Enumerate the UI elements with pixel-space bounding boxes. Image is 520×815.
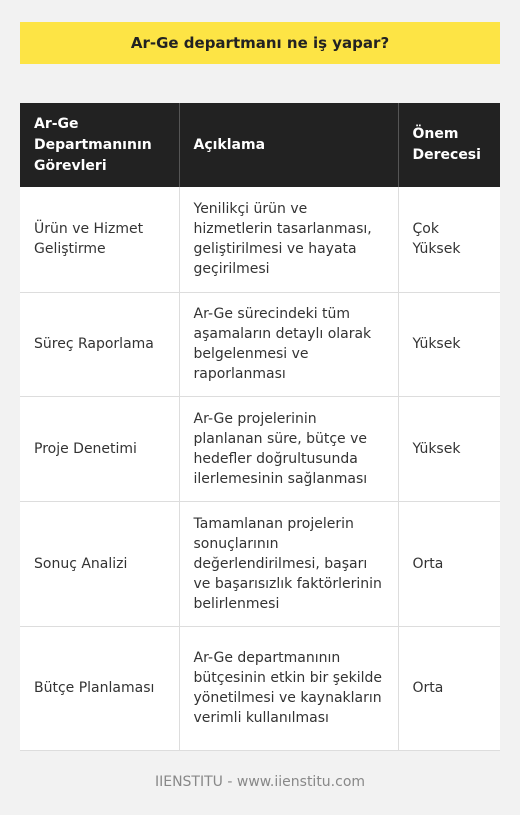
header-tasks: Ar-Ge Departmanının Görevleri xyxy=(20,103,179,187)
description-cell: Ar-Ge sürecindeki tüm aşamaların detaylı olarak belgelenmesi ve raporlanması xyxy=(179,292,398,396)
footer-credit: IIENSTITU - www.iienstitu.com xyxy=(154,774,366,790)
header-description: Açıklama xyxy=(179,103,398,187)
description-cell: Ar-Ge departmanının bütçesinin etkin bir şekilde yönetilmesi ve kaynakların verimli kullanılması xyxy=(179,626,398,750)
description-cell: Ar-Ge projelerinin planlanan süre, bütçe ve hedefler doğrultusunda ilerlemesinin sağlanması xyxy=(179,396,398,501)
tasks-table xyxy=(20,103,500,751)
title-banner xyxy=(20,22,500,64)
description-cell: Yenilikçi ürün ve hizmetlerin tasarlanması, geliştirilmesi ve hayata geçirilmesi xyxy=(179,187,398,292)
task-cell: Sonuç Analizi xyxy=(20,501,179,626)
importance-cell: Yüksek xyxy=(398,396,500,501)
importance-cell: Orta xyxy=(398,626,500,750)
table-row xyxy=(20,292,500,396)
importance-cell: Çok Yüksek xyxy=(398,187,500,292)
header-importance: Önem Derecesi xyxy=(398,103,500,187)
table-header-row xyxy=(20,103,500,187)
task-cell: Ürün ve Hizmet Geliştirme xyxy=(20,187,179,292)
description-cell: Tamamlanan projelerin sonuçlarının değerlendirilmesi, başarı ve başarısızlık faktörlerinin belirlenmesi xyxy=(179,501,398,626)
importance-cell: Yüksek xyxy=(398,292,500,396)
task-cell: Süreç Raporlama xyxy=(20,292,179,396)
table-row xyxy=(20,187,500,292)
task-cell: Bütçe Planlaması xyxy=(20,626,179,750)
task-cell: Proje Denetimi xyxy=(20,396,179,501)
importance-cell: Orta xyxy=(398,501,500,626)
table-row xyxy=(20,501,500,626)
page-title: Ar-Ge departmanı ne iş yapar? xyxy=(130,34,390,52)
table-row xyxy=(20,396,500,501)
table-row xyxy=(20,626,500,750)
